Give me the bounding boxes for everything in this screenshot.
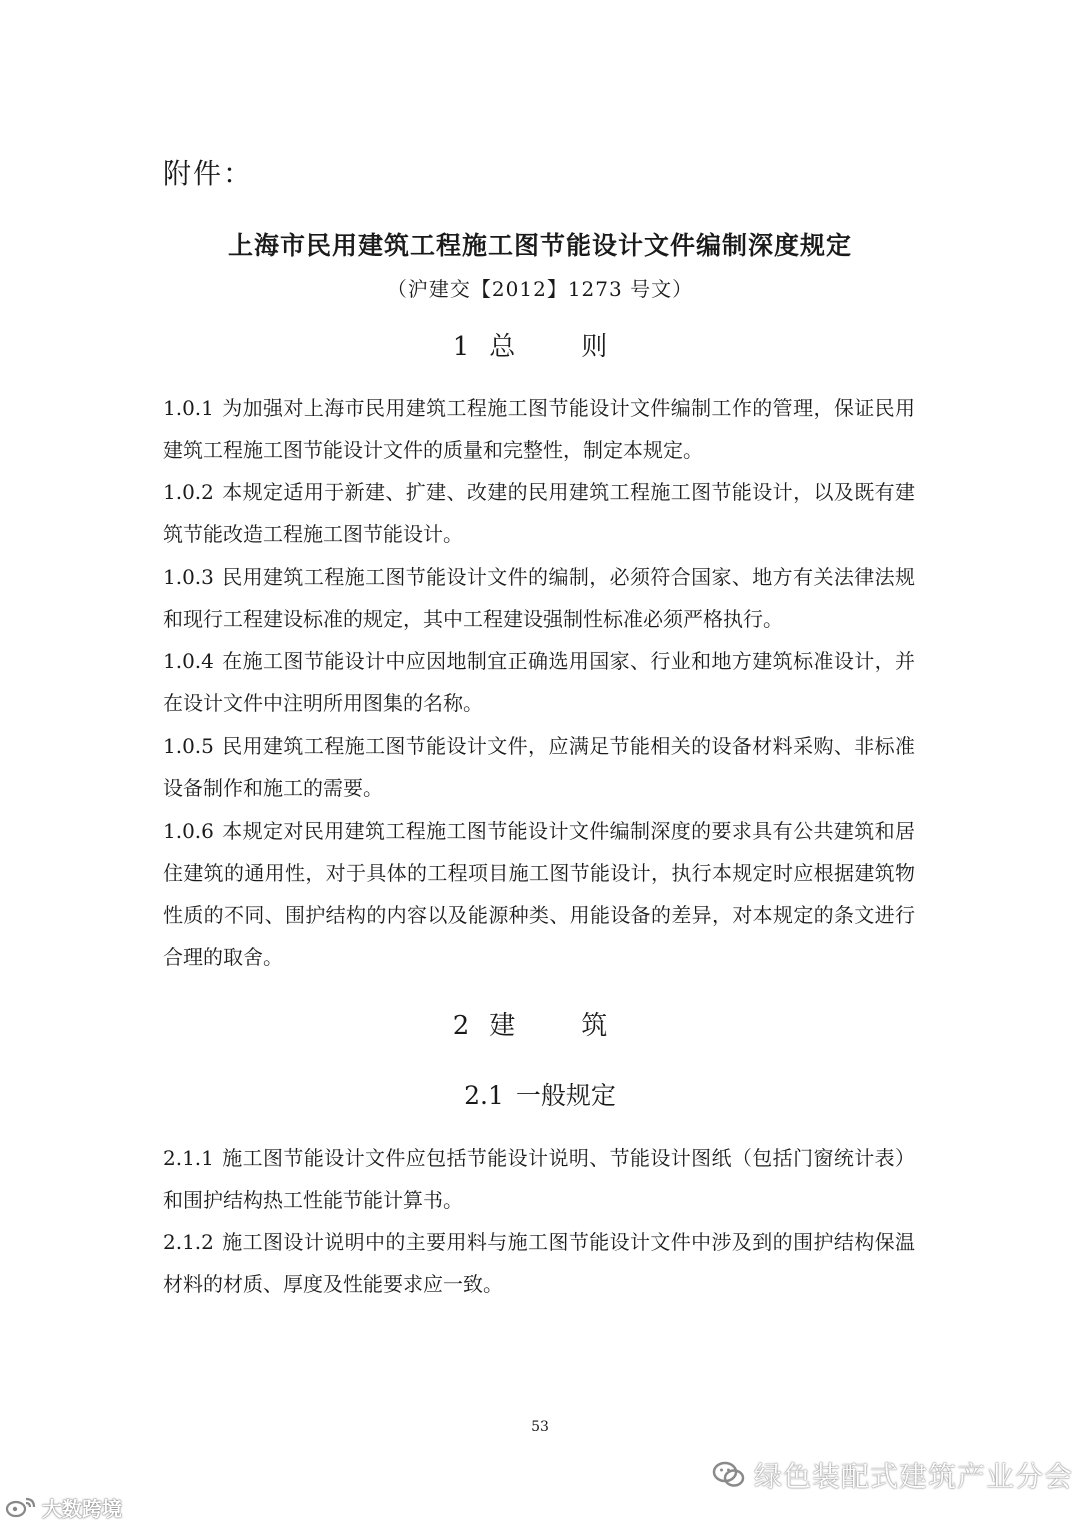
chapter-2-heading [0,1005,1080,1042]
attachment-label: 附件： [163,157,254,190]
clause-2-1-1 [163,1137,915,1221]
clause-number: 1.0.1 [163,396,214,420]
watermark-left-text: 大数跨境 [42,1496,122,1521]
clause-number: 1.0.5 [163,734,214,758]
clause-number: 2.1.1 [163,1146,214,1170]
clause-text: 民用建筑工程施工图节能设计文件，应满足节能相关的设备材料采购、非标准设备制作和施工的需要。 [163,734,915,800]
clause-text: 在施工图节能设计中应因地制宜正确选用国家、行业和地方建筑标准设计，并在设计文件中注明所用图集的名称。 [163,649,915,715]
clause-1-0-3 [163,556,915,640]
section-number: 2.1 [464,1081,504,1110]
clause-text: 民用建筑工程施工图节能设计文件的编制，必须符合国家、地方有关法律法规和现行工程建设标准的规定，其中工程建设强制性标准必须严格执行。 [163,565,915,631]
chapter-title: 总 则 [489,332,628,362]
chapter-number: 2 [452,1011,472,1041]
clause-number: 1.0.2 [163,480,214,504]
clause-2-1-2 [163,1221,915,1305]
watermark-right-text: 绿色装配式建筑产业分会 [754,1460,1074,1493]
clause-text: 施工图设计说明中的主要用料与施工图节能设计文件中涉及到的围护结构保温材料的材质、厚度及性能要求应一致。 [163,1230,915,1296]
clause-number: 1.0.6 [163,819,214,843]
chapter-number: 1 [452,332,472,362]
chapter-title: 建 筑 [489,1011,628,1041]
clause-1-0-4 [163,640,915,724]
section-2-1-heading [0,1076,1080,1112]
clause-1-0-2 [163,471,915,555]
section-title: 一般规定 [515,1081,616,1110]
clause-number: 2.1.2 [163,1230,214,1254]
clause-1-0-6 [163,810,915,978]
clause-text: 本规定对民用建筑工程施工图节能设计文件编制深度的要求具有公共建筑和居住建筑的通用性，对于具体的工程项目施工图节能设计，执行本规定时应根据建筑物性质的不同、围护结构的内容以及能源种类、用能设备的差异，对本规定的条文进行合理的取舍。 [163,819,915,969]
watermark-right [712,1455,1073,1495]
weibo-logo-icon [4,1495,38,1519]
chapter-1-heading [0,326,1080,363]
clause-text: 为加强对上海市民用建筑工程施工图节能设计文件编制工作的管理，保证民用建筑工程施工图节能设计文件的质量和完整性，制定本规定。 [163,396,915,462]
wechat-icon [712,1460,746,1490]
page-number: 53 [531,1419,549,1435]
clause-text: 施工图节能设计文件应包括节能设计说明、节能设计图纸（包括门窗统计表）和围护结构热工性能节能计算书。 [163,1146,915,1212]
document-title: 上海市民用建筑工程施工图节能设计文件编制深度规定 [227,231,852,260]
clause-1-0-5 [163,725,915,809]
clause-text: 本规定适用于新建、扩建、改建的民用建筑工程施工图节能设计，以及既有建筑节能改造工程施工图节能设计。 [163,480,915,546]
clause-1-0-1 [163,387,915,471]
clause-number: 1.0.4 [163,649,214,673]
document-subtitle: （沪建交【2012】1273 号文） [386,277,694,301]
clause-number: 1.0.3 [163,565,214,589]
watermark-left [4,1492,122,1522]
